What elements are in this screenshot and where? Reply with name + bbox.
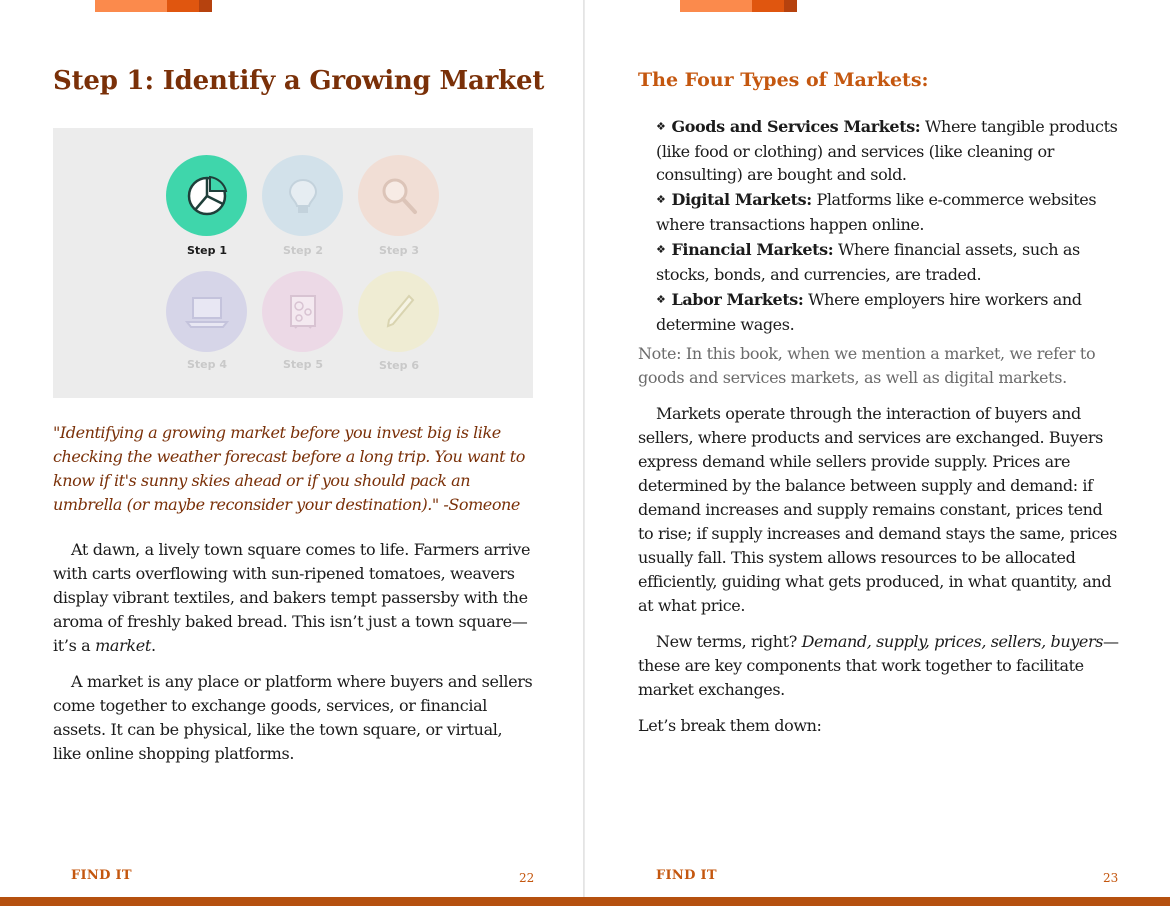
section-heading: The Four Types of Markets:: [638, 69, 929, 91]
step-1-label: Step 1: [187, 244, 227, 257]
list-item: [656, 288, 1121, 336]
left-page: [0, 0, 585, 897]
diamond-bullet-icon: ❖: [656, 293, 666, 306]
list-item-text: Platforms like e-commerce websites where transactions happen online.: [656, 190, 1097, 234]
step-2-label: Step 2: [283, 244, 323, 257]
pie-chart-icon: [185, 174, 229, 218]
page-tab-decoration: [680, 0, 797, 12]
chapter-heading: Step 1: Identify a Growing Market: [53, 66, 545, 96]
body-paragraph-1: Markets operate through the interaction of buyers and sellers, where products and services are exchanged. Buyers express demand while sellers provide supply. Prices are determined by the balance between supply and demand: if demand increases and supply remains constant, prices tend to rise; if supply increases and demand stays the same, prices usually fall. This system allows resources to be allocated efficiently, guiding what gets produced, in what quantity, and at what price.: [638, 404, 1117, 615]
step-6-circle: [358, 271, 439, 352]
diamond-bullet-icon: ❖: [656, 243, 666, 256]
pencil-icon: [379, 290, 419, 334]
step-3-circle: [358, 155, 439, 236]
step-4-label: Step 4: [187, 358, 227, 371]
paragraph-text: At dawn, a lively town square comes to life. Farmers arrive with carts overflowing with sun-ripened tomatoes, weavers display vibrant textiles, and bakers tempt passersby with the aroma of freshly baked bread. This isn’t just a town square—it’s a: [53, 540, 531, 655]
emphasis-text: market: [95, 636, 151, 655]
list-item-term: Financial Markets:: [671, 240, 834, 259]
emphasis-text: Demand, supply, prices, sellers, buyers: [801, 632, 1104, 651]
step-5-label: Step 5: [283, 358, 323, 371]
body-paragraph-2: A market is any place or platform where buyers and sellers come together to exchange goods, services, or financial assets. It can be physical, like the town square, or virtual, like online shopping platforms.: [53, 672, 533, 763]
note-paragraph: Note: In this book, when we mention a market, we refer to goods and services markets, as well as digital markets.: [638, 344, 1096, 387]
step-4-circle: [166, 271, 247, 352]
page-number: 22: [519, 871, 535, 885]
body-paragraph-3: Let’s break them down:: [638, 716, 822, 735]
laptop-icon: [183, 292, 231, 332]
list-item-term: Digital Markets:: [671, 190, 812, 209]
step-5-circle: [262, 271, 343, 352]
steps-illustration: [53, 128, 533, 398]
list-item-text: Where employers hire workers and determine wages.: [656, 290, 1082, 334]
page-number: 23: [1103, 871, 1119, 885]
bottom-accent-bar: [0, 897, 1170, 906]
epigraph-quote: "Identifying a growing market before you invest big is like checking the weather forecast before a long trip. You want to know if it's sunny skies ahead or if you should pack an umbrella (or maybe reconsider your destination)." -Someone: [53, 423, 525, 514]
step-6-label: Step 6: [379, 359, 419, 372]
right-page: [585, 0, 1170, 897]
lightbulb-icon: [283, 174, 323, 218]
list-item-text: Where tangible products (like food or clothing) and services (like cleaning or consulting) are bought and sold.: [656, 117, 1118, 184]
list-item-term: Goods and Services Markets:: [671, 117, 921, 136]
list-item: [656, 188, 1121, 236]
list-item-text: Where financial assets, such as stocks, bonds, and currencies, are traded.: [656, 240, 1080, 284]
list-item-term: Labor Markets:: [671, 290, 804, 309]
plan-board-icon: [283, 290, 323, 334]
market-types-list: [656, 115, 1121, 338]
body-paragraph-2: [638, 630, 1121, 702]
running-footer-title: FIND IT: [656, 868, 717, 883]
running-footer-title: FIND IT: [71, 868, 132, 883]
paragraph-text: —these are key components that work together to facilitate market exchanges.: [638, 632, 1119, 699]
diamond-bullet-icon: ❖: [656, 193, 666, 206]
paragraph-text: New terms, right?: [656, 632, 802, 651]
step-3-label: Step 3: [379, 244, 419, 257]
step-2-circle: [262, 155, 343, 236]
list-item: [656, 238, 1121, 286]
paragraph-text: .: [150, 636, 156, 655]
body-paragraph-1: [53, 538, 533, 658]
list-item: [656, 115, 1121, 186]
diamond-bullet-icon: ❖: [656, 120, 666, 133]
magnifier-icon: [377, 174, 421, 218]
step-1-circle: [166, 155, 247, 236]
page-tab-decoration: [95, 0, 212, 12]
